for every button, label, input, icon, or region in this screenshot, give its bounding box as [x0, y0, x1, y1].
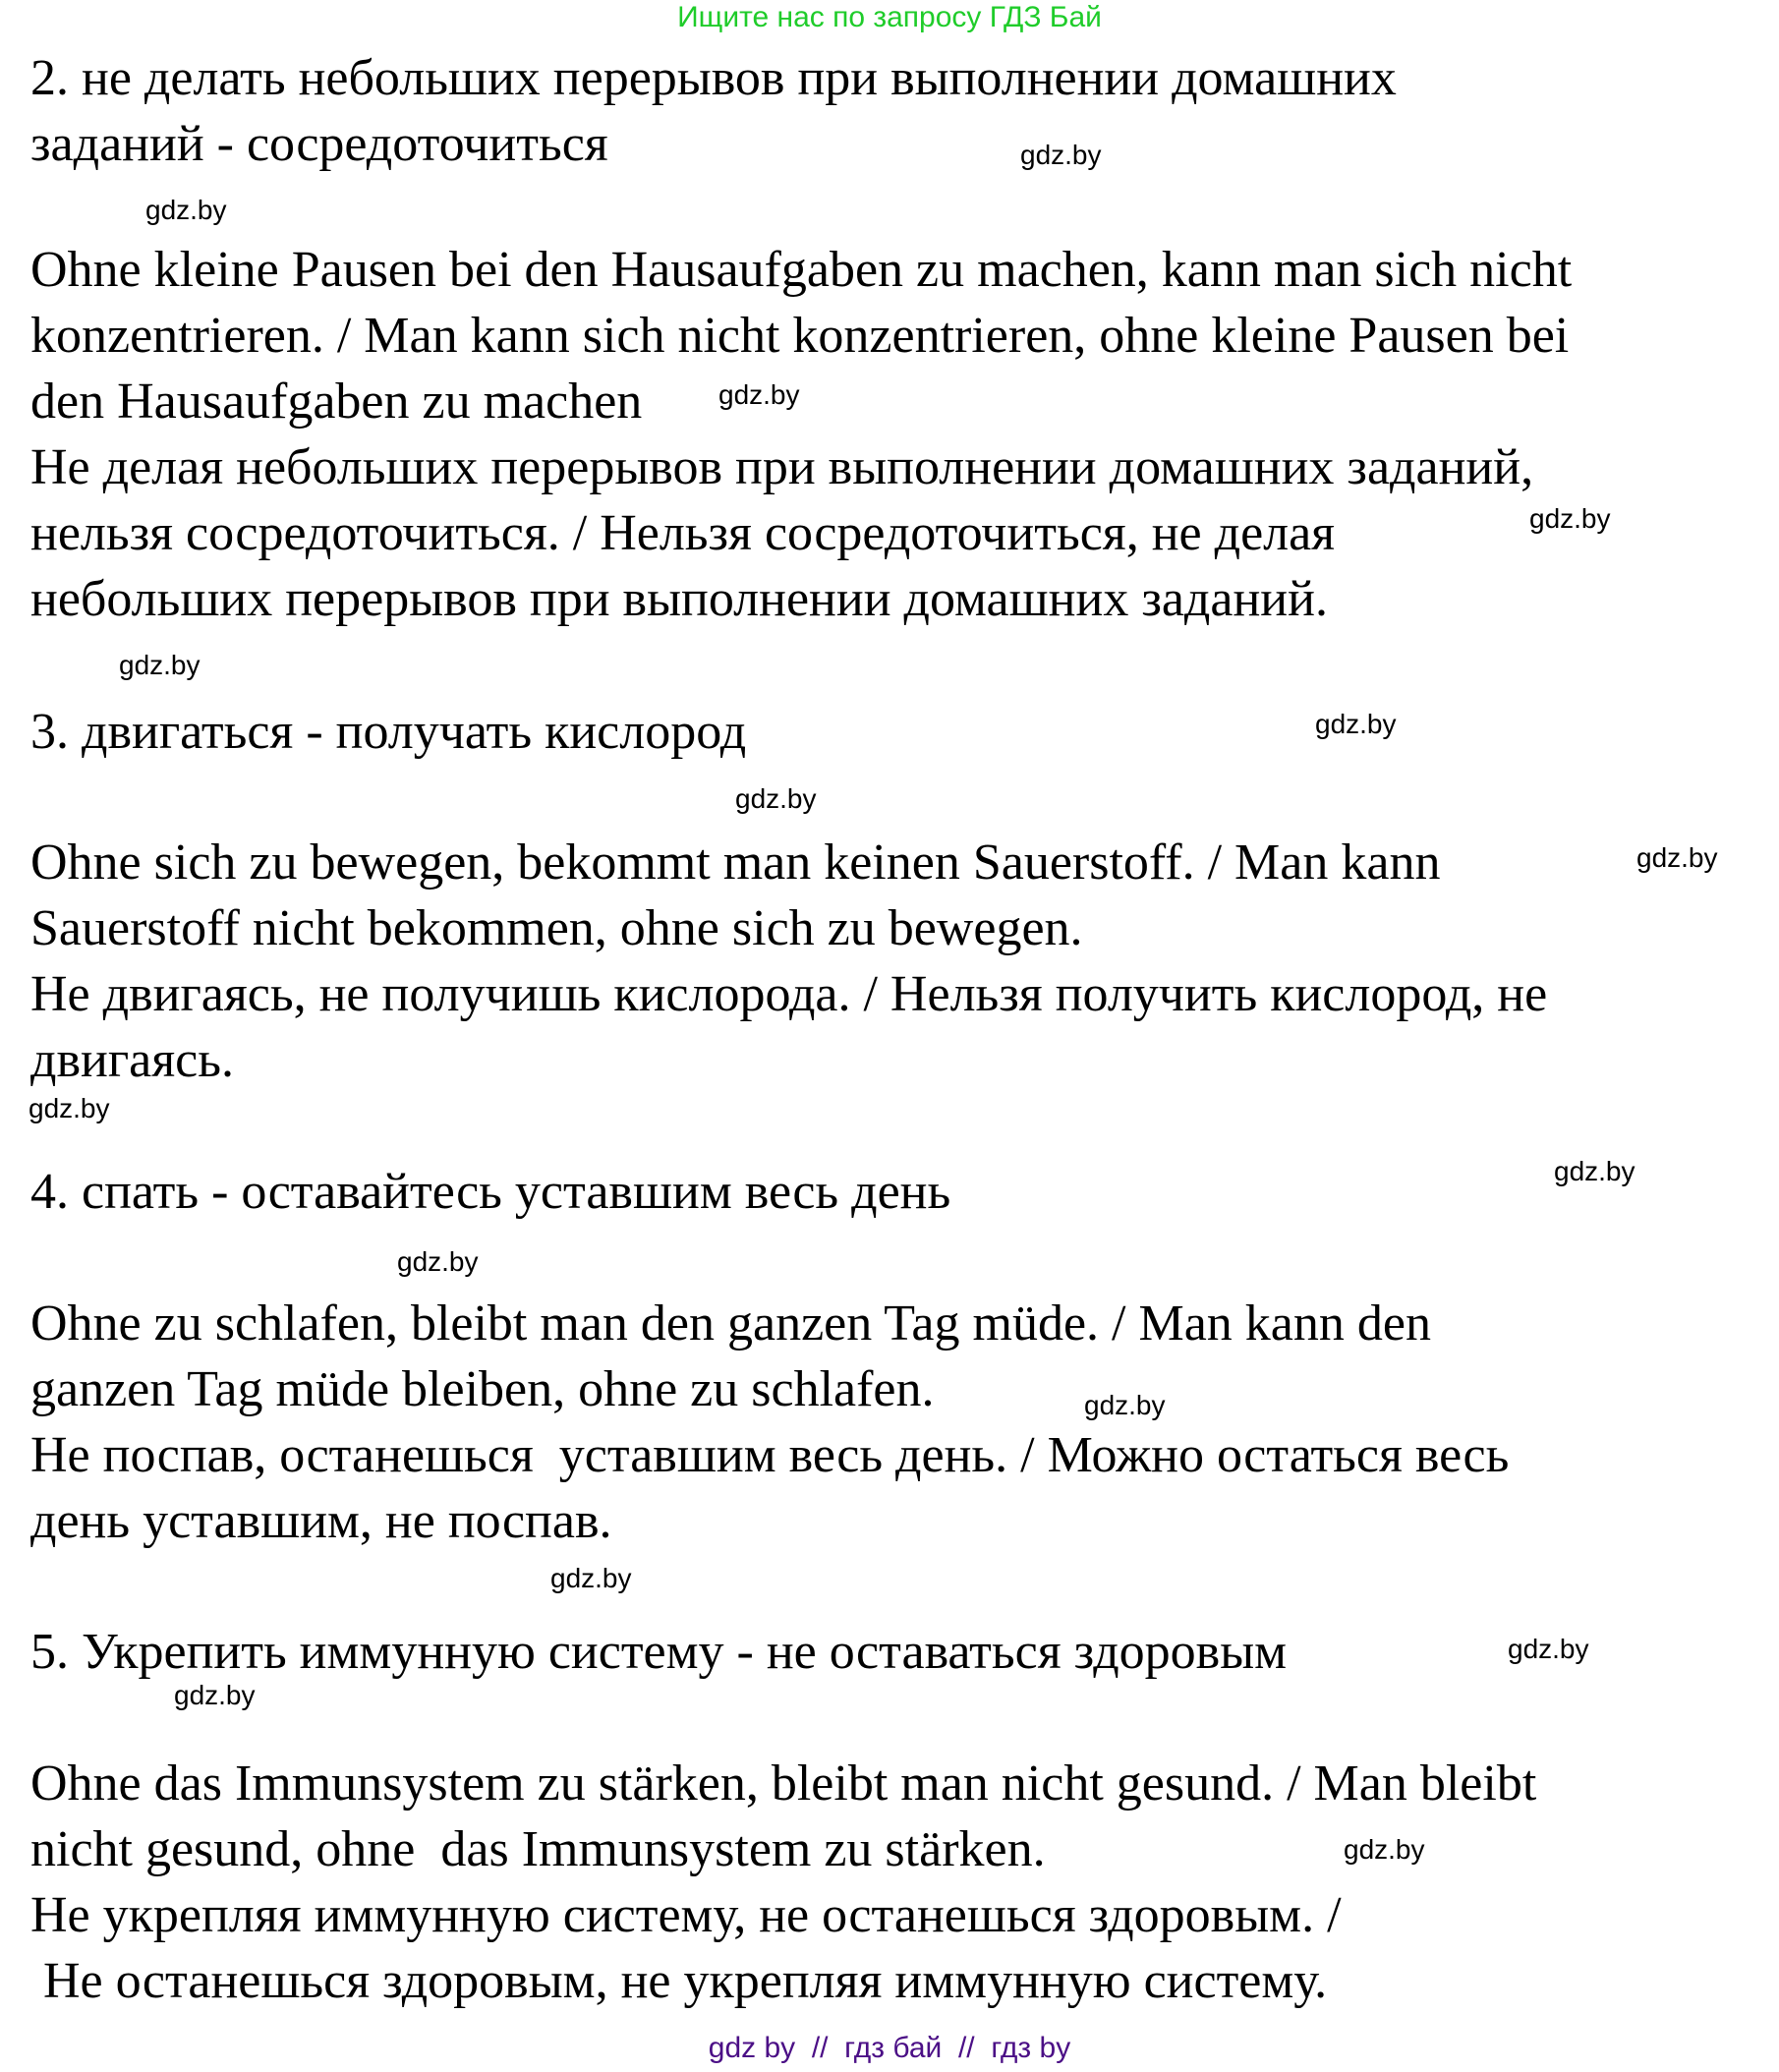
russian-line: нельзя сосредоточиться. / Нельзя сосредоточиться, не делая [30, 505, 1336, 561]
german-line: Ohne zu schlafen, bleibt man den ganzen Tag müde. / Man kann den [30, 1295, 1431, 1352]
russian-line: Не поспав, останешься уставшим весь день. / Можно остаться весь [30, 1427, 1510, 1483]
header-banner: Ищите нас по запросу ГДЗ Бай [677, 1, 1102, 33]
german-line: Sauerstoff nicht bekommen, ohne sich zu bewegen. [30, 900, 1083, 956]
watermark: gdz.by [718, 379, 800, 410]
russian-line: Не укрепляя иммунную систему, не останешься здоровым. / [30, 1887, 1342, 1943]
task-line: 4. спать - оставайтесь уставшим весь день [30, 1164, 951, 1220]
russian-line: Не двигаясь, не получишь кислорода. / Нельзя получить кислород, не [30, 966, 1548, 1022]
task-line: 3. двигаться - получать кислород [30, 704, 747, 760]
watermark: gdz.by [145, 195, 227, 225]
footer-banner: gdz by // гдз бай // гдз by [708, 2032, 1071, 2064]
russian-line: день уставшим, не поспав. [30, 1493, 612, 1549]
watermark: gdz.by [1508, 1634, 1589, 1664]
watermark: gdz.by [174, 1680, 256, 1710]
watermark: gdz.by [1529, 503, 1611, 534]
watermark: gdz.by [397, 1246, 479, 1277]
task-line: заданий - сосредоточиться [30, 116, 608, 172]
watermark: gdz.by [735, 783, 817, 814]
watermark: gdz.by [1344, 1834, 1425, 1865]
german-line: Ohne kleine Pausen bei den Hausaufgaben zu machen, kann man sich nicht [30, 242, 1573, 298]
german-line: Ohne das Immunsystem zu stärken, bleibt man nicht gesund. / Man bleibt [30, 1755, 1537, 1812]
russian-line: Не останешься здоровым, не укрепляя иммунную систему. [30, 1953, 1328, 2009]
german-line: konzentrieren. / Man kann sich nicht konzentrieren, ohne kleine Pausen bei [30, 308, 1570, 364]
task-line: 2. не делать небольших перерывов при выполнении домашних [30, 50, 1397, 106]
watermark: gdz.by [29, 1093, 110, 1123]
watermark: gdz.by [550, 1563, 632, 1593]
russian-line: Не делая небольших перерывов при выполнении домашних заданий, [30, 439, 1534, 495]
german-line: nicht gesund, ohne das Immunsystem zu stärken. [30, 1821, 1046, 1877]
watermark: gdz.by [1020, 140, 1102, 170]
watermark: gdz.by [119, 650, 201, 680]
german-line: Ohne sich zu bewegen, bekommt man keinen Sauerstoff. / Man kann [30, 835, 1441, 891]
watermark: gdz.by [1554, 1156, 1636, 1186]
watermark: gdz.by [1636, 842, 1718, 873]
russian-line: небольших перерывов при выполнении домашних заданий. [30, 571, 1328, 627]
german-line: den Hausaufgaben zu machen [30, 374, 643, 430]
watermark: gdz.by [1084, 1390, 1166, 1420]
german-line: ganzen Tag müde bleiben, ohne zu schlafen. [30, 1361, 935, 1417]
russian-line: двигаясь. [30, 1032, 234, 1088]
watermark: gdz.by [1315, 709, 1397, 739]
task-line: 5. Укрепить иммунную систему - не оставаться здоровым [30, 1624, 1288, 1680]
